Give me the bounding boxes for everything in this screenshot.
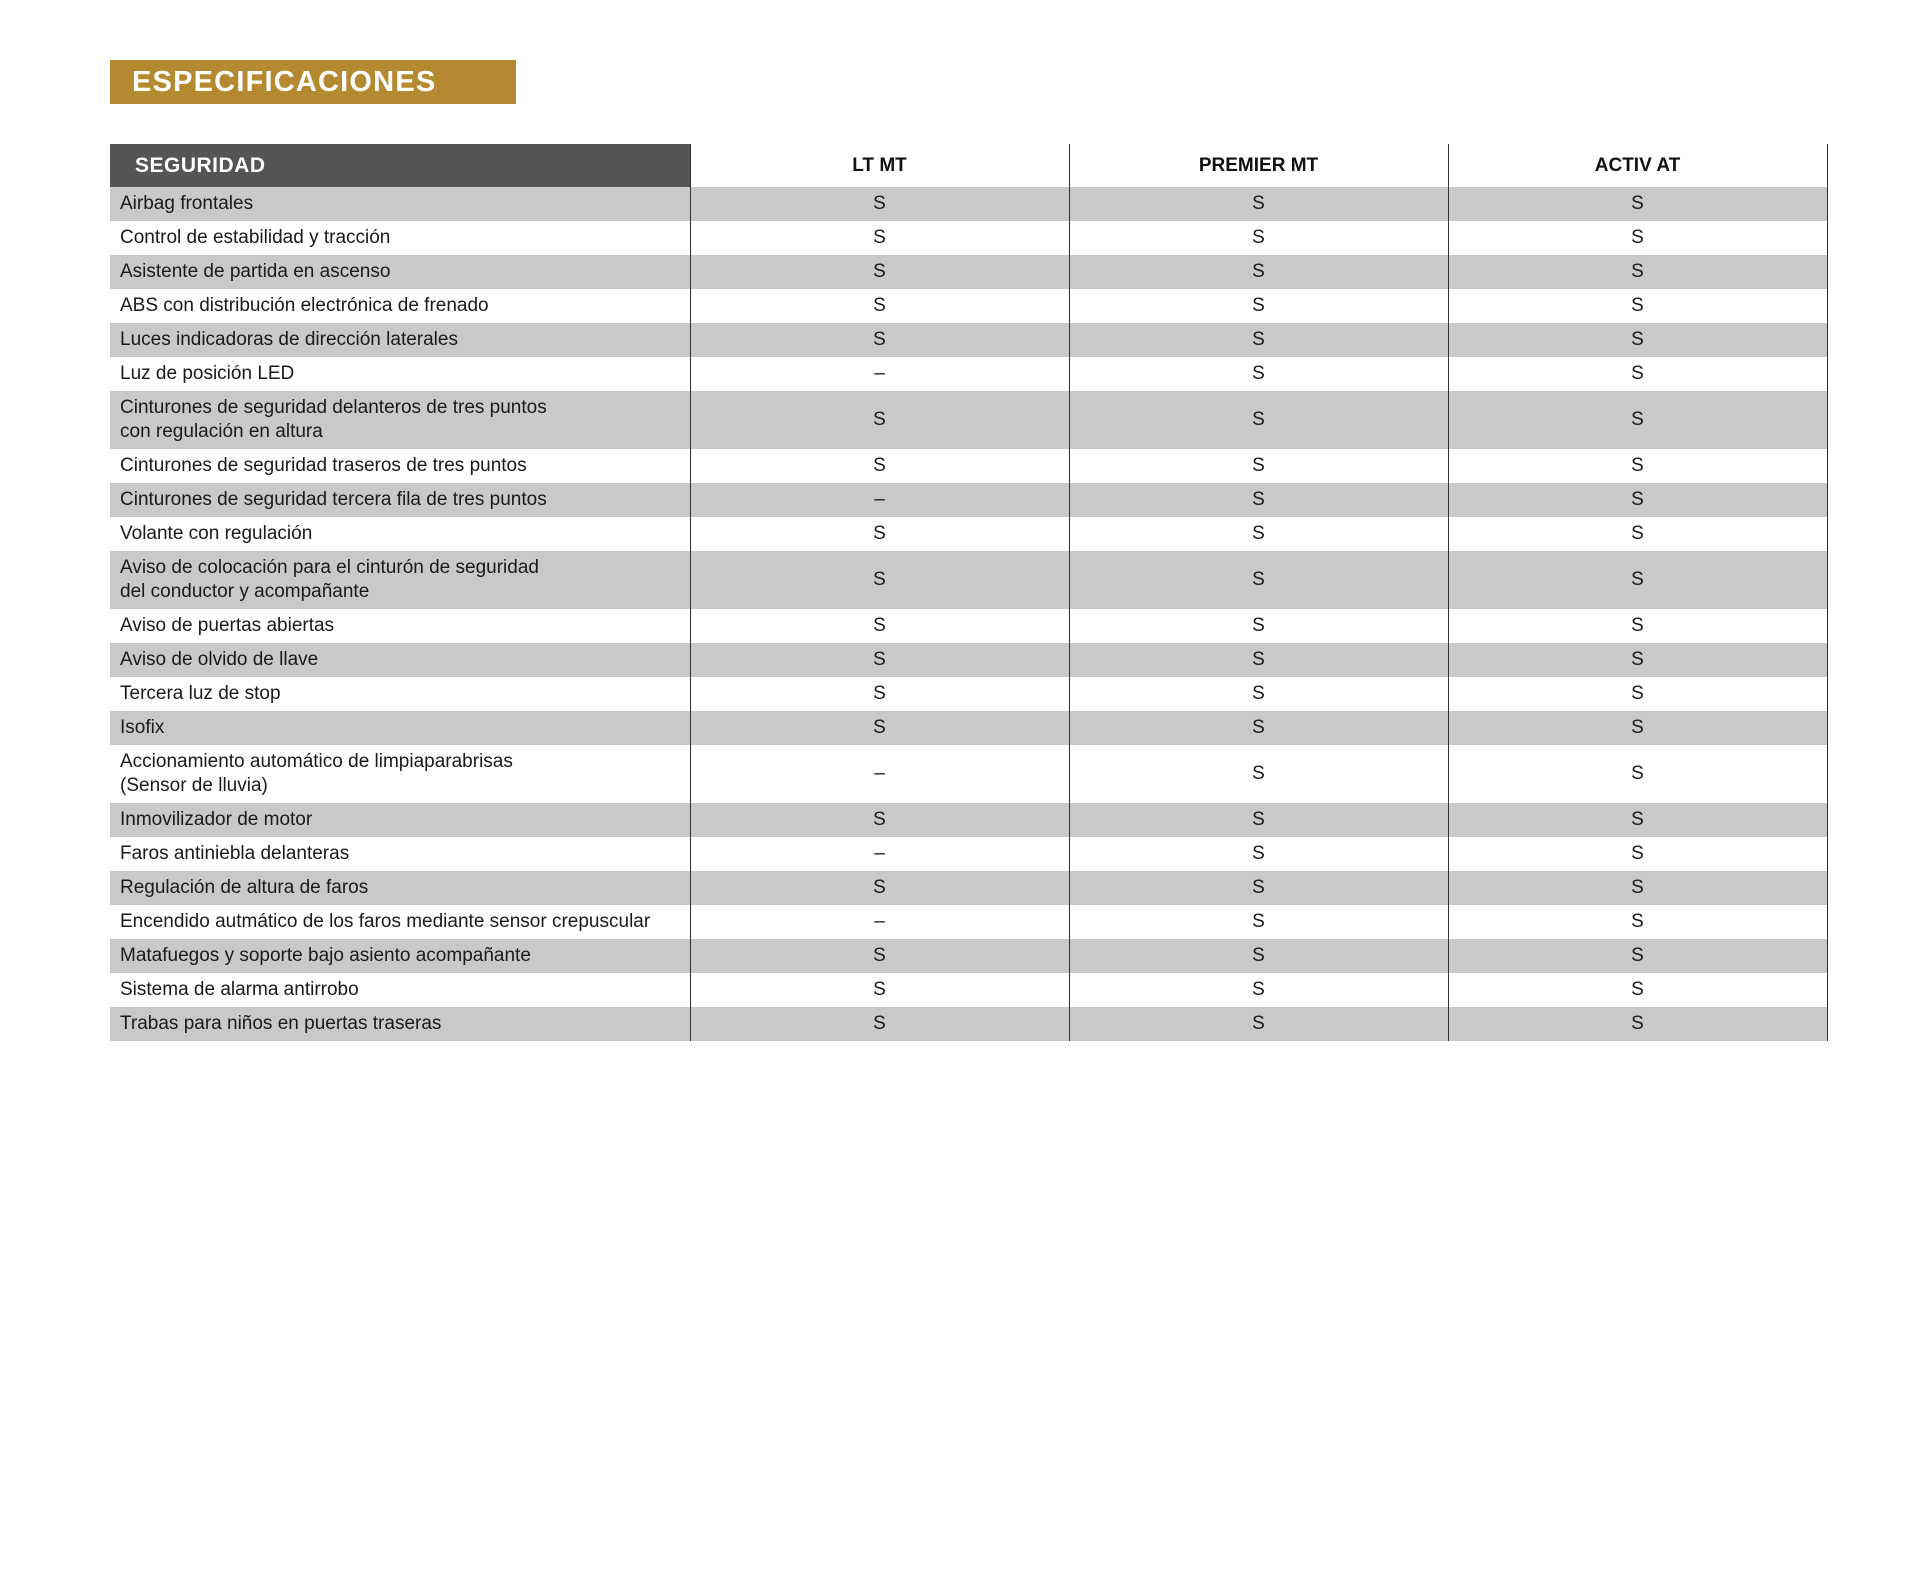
value-cell: S: [1448, 323, 1827, 357]
feature-cell: [110, 551, 690, 609]
table-row: [110, 221, 1827, 255]
feature-label: Aviso de olvido de llave: [120, 649, 319, 670]
feature-cell: [110, 483, 690, 517]
column-header-activ-at: ACTIV AT: [1448, 144, 1827, 187]
feature-cell: [110, 323, 690, 357]
section-title-banner: [110, 60, 516, 104]
table-row: [110, 187, 1827, 221]
table-row: [110, 871, 1827, 905]
value-cell: S: [1069, 289, 1448, 323]
value-cell: S: [1069, 517, 1448, 551]
value-cell: –: [690, 905, 1069, 939]
value-cell: S: [1448, 973, 1827, 1007]
value-cell: S: [1069, 357, 1448, 391]
feature-label: Sistema de alarma antirrobo: [120, 979, 359, 1000]
feature-cell: [110, 939, 690, 973]
value-cell: S: [1448, 803, 1827, 837]
value-cell: S: [1448, 939, 1827, 973]
feature-label: Tercera luz de stop: [120, 683, 281, 704]
value-cell: S: [690, 323, 1069, 357]
value-cell: S: [1069, 1007, 1448, 1041]
value-cell: S: [690, 517, 1069, 551]
feature-cell: [110, 357, 690, 391]
table-row: [110, 517, 1827, 551]
feature-label: Asistente de partida en ascenso: [120, 261, 391, 282]
value-cell: S: [690, 609, 1069, 643]
value-cell: S: [1069, 449, 1448, 483]
value-cell: S: [690, 449, 1069, 483]
value-cell: S: [1069, 323, 1448, 357]
value-cell: S: [1069, 187, 1448, 221]
value-cell: S: [1448, 551, 1827, 609]
table-row: [110, 939, 1827, 973]
feature-cell: [110, 609, 690, 643]
value-cell: –: [690, 357, 1069, 391]
feature-label: Regulación de altura de faros: [120, 877, 369, 898]
column-header-premier-mt: PREMIER MT: [1069, 144, 1448, 187]
value-cell: S: [1448, 643, 1827, 677]
value-cell: S: [1069, 391, 1448, 449]
value-cell: S: [1069, 483, 1448, 517]
table-row: [110, 837, 1827, 871]
feature-cell: [110, 711, 690, 745]
value-cell: S: [1448, 255, 1827, 289]
table-row: [110, 973, 1827, 1007]
value-cell: S: [1069, 677, 1448, 711]
value-cell: S: [1448, 905, 1827, 939]
value-cell: S: [1448, 871, 1827, 905]
feature-cell: [110, 973, 690, 1007]
value-cell: S: [1448, 609, 1827, 643]
value-cell: S: [690, 391, 1069, 449]
value-cell: S: [1448, 483, 1827, 517]
feature-label: Cinturones de seguridad delanteros de tres puntos: [120, 397, 547, 418]
value-cell: S: [1448, 449, 1827, 483]
value-cell: S: [1069, 255, 1448, 289]
spec-table-body: [110, 187, 1827, 1041]
feature-label: Control de estabilidad y tracción: [120, 227, 391, 248]
feature-label: Accionamiento automático de limpiaparabrisas: [120, 751, 513, 772]
value-cell: S: [690, 289, 1069, 323]
feature-cell: [110, 803, 690, 837]
value-cell: S: [690, 551, 1069, 609]
value-cell: S: [690, 255, 1069, 289]
value-cell: S: [1069, 803, 1448, 837]
feature-label: Matafuegos y soporte bajo asiento acompañante: [120, 945, 531, 966]
feature-label: Aviso de colocación para el cinturón de seguridad: [120, 557, 539, 578]
value-cell: S: [1448, 677, 1827, 711]
feature-cell: [110, 677, 690, 711]
table-row: [110, 255, 1827, 289]
value-cell: S: [690, 187, 1069, 221]
category-header: SEGURIDAD: [110, 144, 690, 187]
value-cell: S: [1069, 837, 1448, 871]
value-cell: S: [690, 643, 1069, 677]
table-row: [110, 391, 1827, 449]
feature-label: Faros antiniebla delanteras: [120, 843, 350, 864]
value-cell: S: [1448, 837, 1827, 871]
table-header-row: [110, 144, 1827, 187]
table-row: [110, 357, 1827, 391]
table-row: [110, 905, 1827, 939]
spec-table: [110, 144, 1828, 1041]
feature-label: Encendido autmático de los faros mediante sensor crepuscular: [120, 911, 651, 932]
value-cell: S: [690, 803, 1069, 837]
value-cell: S: [1069, 905, 1448, 939]
feature-label: con regulación en altura: [120, 421, 323, 442]
value-cell: S: [1069, 745, 1448, 803]
value-cell: –: [690, 837, 1069, 871]
feature-label: (Sensor de lluvia): [120, 775, 268, 796]
value-cell: S: [1448, 289, 1827, 323]
table-row: [110, 745, 1827, 803]
feature-label: Isofix: [120, 717, 165, 738]
value-cell: S: [1448, 1007, 1827, 1041]
value-cell: –: [690, 483, 1069, 517]
feature-label: Aviso de puertas abiertas: [120, 615, 335, 636]
value-cell: S: [1448, 221, 1827, 255]
value-cell: S: [690, 1007, 1069, 1041]
value-cell: S: [1069, 221, 1448, 255]
feature-label: Cinturones de seguridad tercera fila de tres puntos: [120, 489, 547, 510]
feature-cell: [110, 837, 690, 871]
feature-label: Inmovilizador de motor: [120, 809, 313, 830]
value-cell: S: [1069, 643, 1448, 677]
feature-label: Luces indicadoras de dirección laterales: [120, 329, 458, 350]
feature-cell: [110, 449, 690, 483]
feature-label: Volante con regulación: [120, 523, 313, 544]
feature-label: Trabas para niños en puertas traseras: [120, 1013, 442, 1034]
section-title: ESPECIFICACIONES: [132, 65, 437, 98]
value-cell: S: [1448, 711, 1827, 745]
feature-cell: [110, 391, 690, 449]
table-row: [110, 803, 1827, 837]
feature-cell: [110, 187, 690, 221]
feature-label: ABS con distribución electrónica de frenado: [120, 295, 489, 316]
value-cell: S: [690, 677, 1069, 711]
feature-cell: [110, 517, 690, 551]
feature-label: Luz de posición LED: [120, 363, 295, 384]
feature-cell: [110, 643, 690, 677]
feature-cell: [110, 221, 690, 255]
feature-cell: [110, 905, 690, 939]
feature-label: Cinturones de seguridad traseros de tres puntos: [120, 455, 527, 476]
feature-cell: [110, 289, 690, 323]
value-cell: S: [1069, 551, 1448, 609]
table-row: [110, 643, 1827, 677]
value-cell: S: [1448, 187, 1827, 221]
table-row: [110, 449, 1827, 483]
value-cell: S: [1069, 939, 1448, 973]
value-cell: S: [690, 871, 1069, 905]
table-row: [110, 1007, 1827, 1041]
value-cell: S: [1069, 973, 1448, 1007]
value-cell: S: [690, 711, 1069, 745]
table-row: [110, 289, 1827, 323]
feature-label: del conductor y acompañante: [120, 581, 370, 602]
value-cell: –: [690, 745, 1069, 803]
value-cell: S: [690, 939, 1069, 973]
feature-cell: [110, 1007, 690, 1041]
table-row: [110, 483, 1827, 517]
feature-cell: [110, 255, 690, 289]
table-row: [110, 609, 1827, 643]
value-cell: S: [690, 221, 1069, 255]
feature-cell: [110, 745, 690, 803]
value-cell: S: [1069, 609, 1448, 643]
table-row: [110, 323, 1827, 357]
value-cell: S: [1448, 357, 1827, 391]
feature-cell: [110, 871, 690, 905]
value-cell: S: [1069, 871, 1448, 905]
value-cell: S: [1448, 391, 1827, 449]
table-row: [110, 551, 1827, 609]
value-cell: S: [690, 973, 1069, 1007]
table-row: [110, 677, 1827, 711]
feature-label: Airbag frontales: [120, 193, 254, 214]
value-cell: S: [1448, 517, 1827, 551]
value-cell: S: [1448, 745, 1827, 803]
value-cell: S: [1069, 711, 1448, 745]
table-row: [110, 711, 1827, 745]
column-header-lt-mt: LT MT: [690, 144, 1069, 187]
